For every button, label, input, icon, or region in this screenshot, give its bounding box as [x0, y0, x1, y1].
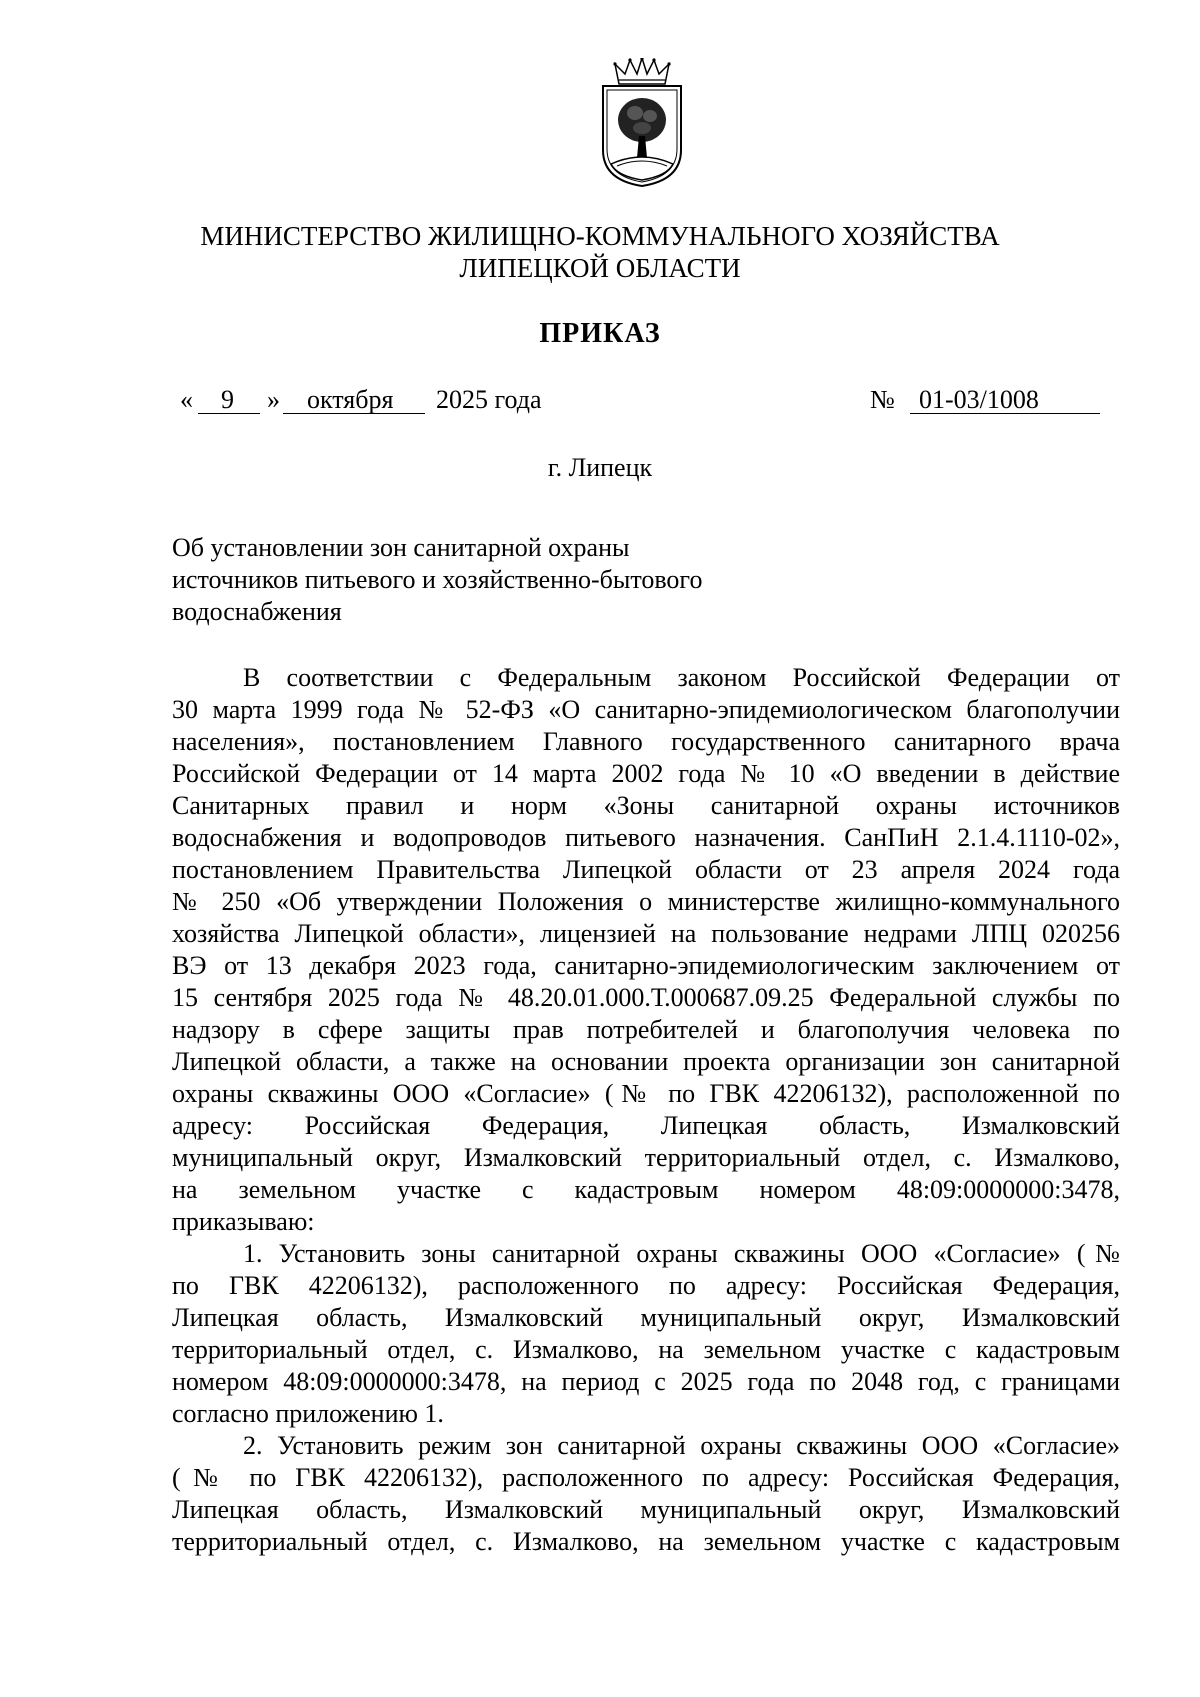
clause-1-line: 1. Установить зоны санитарной охраны скважины ООО «Согласие» (№	[243, 1239, 1120, 1268]
body-text-line: водоснабжения и водопроводов питьевого назначения. СанПиН 2.1.4.1110-02»,	[172, 823, 1120, 852]
subject-line: источников питьевого и хозяйственно-бытового	[172, 565, 703, 594]
subject-line: водоснабжения	[172, 597, 342, 626]
body-text-line: Российской Федерации от 14 марта 2002 года № 10 «О введении в действие	[172, 759, 1120, 788]
body-text-line: 30 марта 1999 года № 52-ФЗ «О санитарно-эпидемиологическом благополучии	[172, 695, 1120, 724]
body-text-line: адресу: Российская Федерация, Липецкая область, Измалковский	[172, 1111, 1120, 1140]
clause-2-line: территориальный отдел, с. Измалково, на земельном участке с кадастровым	[172, 1527, 1120, 1556]
body-text-line: постановлением Правительства Липецкой области от 23 апреля 2024 года	[172, 855, 1120, 884]
body-text-line: хозяйства Липецкой области», лицензией на пользование недрами ЛПЦ 020256	[172, 919, 1120, 948]
order-number-underline	[910, 413, 1100, 414]
date-month-underline	[283, 413, 425, 414]
body-text-line: 15 сентября 2025 года № 48.20.01.000.Т.000687.09.25 Федеральной службы по	[172, 983, 1120, 1012]
clause-2-line: Липецкая область, Измалковский муниципальный округ, Измалковский	[172, 1495, 1120, 1524]
body-text-line: муниципальный округ, Измалковский территориальный отдел, с. Измалково,	[172, 1143, 1120, 1172]
document-title: ПРИКАЗ	[539, 318, 661, 349]
subject-line: Об установлении зон санитарной охраны	[172, 533, 630, 562]
clause-1-line: по ГВК 42206132), расположенного по адресу: Российская Федерация,	[172, 1271, 1120, 1300]
city-name: г. Липецк	[547, 453, 653, 482]
date-year: 2025 года	[436, 385, 542, 414]
clause-2-line: (№ по ГВК 42206132), расположенного по адресу: Российская Федерация,	[172, 1463, 1120, 1492]
clause-2-line: 2. Установить режим зон санитарной охраны скважины ООО «Согласие»	[243, 1431, 1120, 1460]
body-text-line: охраны скважины ООО «Согласие» (№ по ГВК 42206132), расположенной по	[172, 1079, 1120, 1108]
order-number-sign: №	[870, 385, 895, 414]
clause-1-line: территориальный отдел, с. Измалково, на земельном участке с кадастровым	[172, 1335, 1120, 1364]
clause-1-line: Липецкая область, Измалковский муниципальный округ, Измалковский	[172, 1303, 1120, 1332]
date-day-underline	[198, 413, 260, 414]
body-text-line: № 250 «Об утверждении Положения о министерстве жилищно-коммунального	[172, 887, 1120, 916]
body-text-line: Липецкой области, а также на основании проекта организации зон санитарной	[172, 1047, 1120, 1076]
date-close-quote: »	[267, 385, 280, 414]
body-text-line: надзору в сфере защиты прав потребителей и благополучия человека по	[172, 1015, 1120, 1044]
lipetsk-region-coat-of-arms-icon	[597, 58, 687, 188]
clause-1-line: номером 48:09:0000000:3478, на период с 2025 года по 2048 год, с границами	[172, 1367, 1120, 1396]
body-text-line: на земельном участке с кадастровым номером 48:09:0000000:3478,	[172, 1175, 1120, 1204]
ministry-name-line-1: МИНИСТЕРСТВО ЖИЛИЩНО-КОММУНАЛЬНОГО ХОЗЯЙСТВА	[200, 221, 1000, 251]
ministry-name-line-2: ЛИПЕЦКОЙ ОБЛАСТИ	[459, 253, 741, 283]
body-text-line: населения», постановлением Главного государственного санитарного врача	[172, 727, 1120, 756]
body-text-line: В соответствии с Федеральным законом Российской Федерации от	[243, 663, 1120, 692]
body-text-line: приказываю:	[172, 1207, 315, 1236]
date-month: октября	[307, 385, 394, 414]
date-day: 9	[221, 385, 234, 414]
order-number: 01-03/1008	[919, 385, 1039, 414]
body-text-line: ВЭ от 13 декабря 2023 года, санитарно-эпидемиологическим заключением от	[172, 951, 1120, 980]
date-open-quote: «	[180, 385, 193, 414]
clause-1-line: согласно приложению 1.	[172, 1399, 444, 1428]
body-text-line: Санитарных правил и норм «Зоны санитарной охраны источников	[172, 791, 1120, 820]
